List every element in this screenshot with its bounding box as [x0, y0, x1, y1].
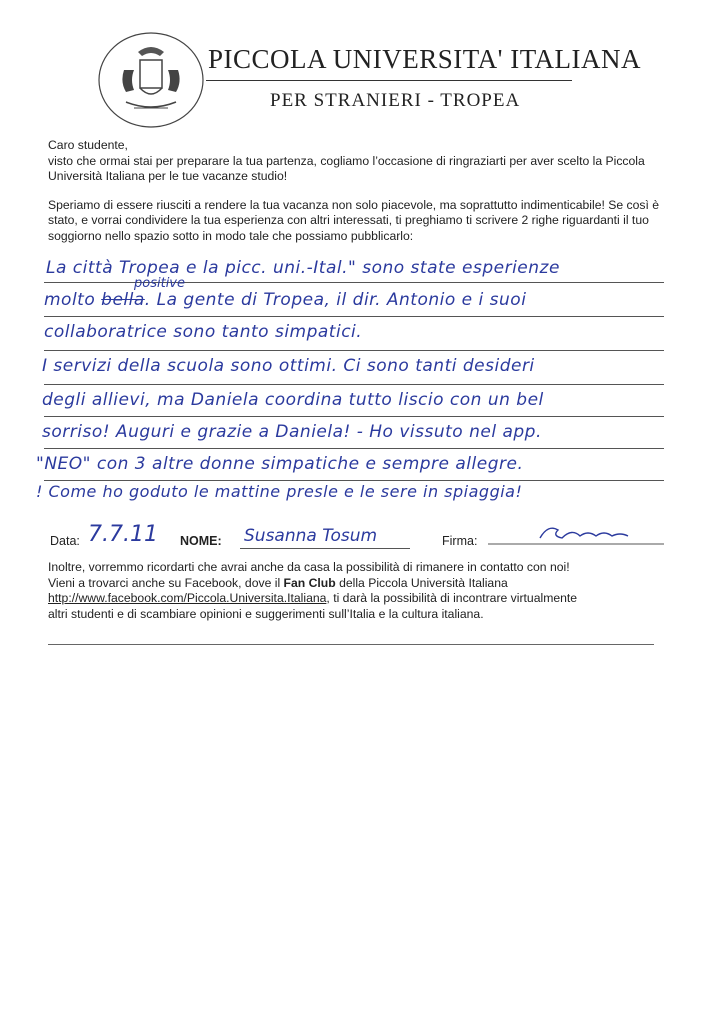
handwritten-line-5: degli allievi, ma Daniela coordina tutto liscio con un bel: [42, 390, 544, 410]
date-value: 7.7.11: [88, 522, 158, 547]
fan-club-label: Fan Club: [283, 575, 336, 590]
handwritten-line-3: collaboratrice sono tanto simpatici.: [44, 322, 363, 342]
data-label: Data:: [50, 534, 80, 548]
nome-label: NOME:: [180, 534, 222, 548]
struck-word: bella: [101, 290, 145, 310]
header-divider: [206, 80, 572, 81]
handwritten-word: . La gente di Tropea, il dir. Antonio e i suoi: [144, 290, 527, 310]
intro-paragraph-2: Speriamo di essere riusciti a rendere la tua vacanza non solo piacevole, ma soprattutto indimenticabile! Se così è stato, e vorrai condividere la tua esperienza con altri interessati, ti preghiamo ti scrivere 2 righe riguardanti il tuo soggiorno nello spazio sotto in modo tale che possiamo pubblicarlo:: [48, 197, 660, 243]
bottom-divider: [48, 644, 654, 645]
footer-text-span: della Piccola Università Italiana: [335, 575, 508, 590]
footer-text: [48, 560, 688, 622]
handwritten-line-8: ! Come ho goduto le mattine presle e le sere in spiaggia!: [36, 482, 523, 501]
greeting: Caro studente,: [48, 138, 128, 152]
footer-line-2: [48, 576, 688, 592]
institution-title: PICCOLA UNIVERSITA' ITALIANA: [208, 44, 642, 74]
handwritten-insertion: positive: [134, 276, 185, 291]
institution-subtitle: PER STRANIERI - TROPEA: [270, 90, 521, 111]
handwritten-line-2: [44, 282, 526, 318]
footer-line-1: Inoltre, vorremmo ricordarti che avrai anche da casa la possibilità di rimanere in contatto con noi!: [48, 560, 570, 574]
nome-underline: [240, 548, 410, 549]
handwritten-signature: [488, 520, 668, 550]
university-crest-logo: [96, 30, 206, 130]
footer-line-3: [48, 591, 688, 607]
handwritten-testimonial: [36, 250, 724, 510]
handwritten-line-6: sorriso! Auguri e grazie a Daniela! - Ho vissuto nel app.: [42, 422, 542, 442]
nome-value: Susanna Tosum: [244, 526, 378, 546]
facebook-link[interactable]: http://www.facebook.com/Piccola.Universita.Italiana: [48, 591, 327, 605]
footer-text-span: Vieni a trovarci anche su Facebook, dove il: [48, 575, 284, 590]
signature-row: [48, 522, 688, 556]
handwritten-word: molto: [44, 290, 96, 310]
intro-text: [48, 138, 688, 257]
handwritten-line-4: I servizi della scuola sono ottimi. Ci sono tanti desideri: [42, 356, 535, 376]
handwritten-line-1: La città Tropea e la picc. uni.-Ital." sono state esperienze: [46, 258, 560, 278]
footer-text-span: , ti darà la possibilità di incontrare virtualmente: [326, 591, 578, 605]
intro-paragraph-1: visto che ormai stai per preparare la tua partenza, cogliamo l’occasione di ringraziarti per aver scelto la Piccola Università Italiana per le tue vacanze studio!: [48, 153, 645, 183]
footer-line-4: altri studenti e di scambiare opinioni e suggerimenti sull’Italia e la cultura italiana.: [48, 606, 484, 621]
firma-label: Firma:: [442, 534, 478, 548]
handwritten-line-7: "NEO" con 3 altre donne simpatiche e sempre allegre.: [36, 454, 524, 474]
